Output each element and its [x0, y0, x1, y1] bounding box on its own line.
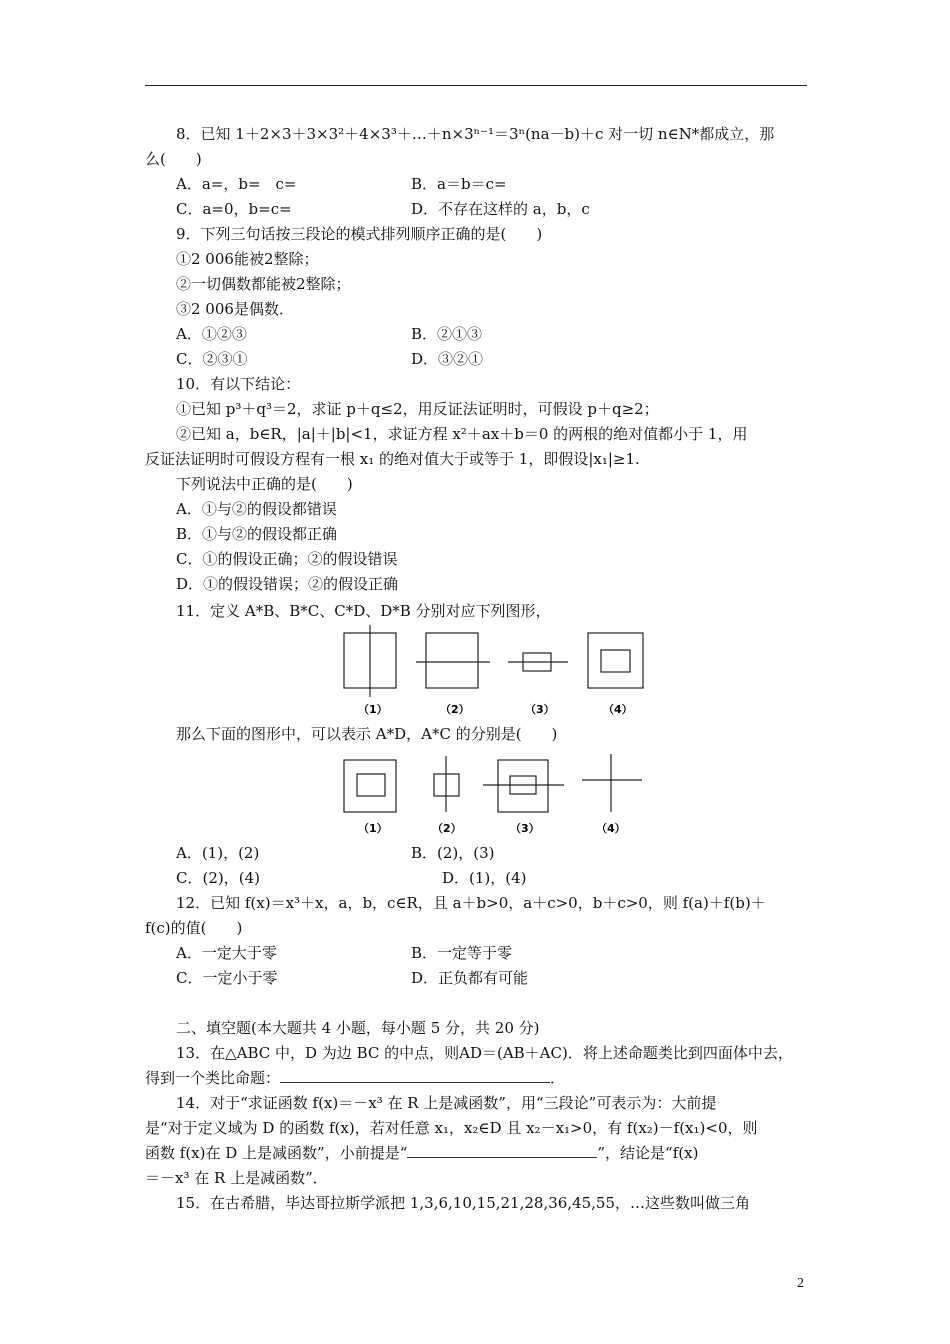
q11-option-b: B．(2)，(3)	[411, 844, 495, 862]
q11-def-figure-4	[588, 633, 643, 688]
q8-option-d: D．不存在这样的 a，b，c	[411, 200, 590, 218]
q10-option-d: D．①的假设错误；②的假设正确	[176, 575, 399, 593]
q11-def-figure-3	[508, 653, 568, 671]
page-number: 2	[797, 1276, 804, 1291]
q11-def-label-2: （2）	[440, 703, 470, 716]
q11-ask: 那么下面的图形中，可以表示 A*D，A*C 的分别是( )	[176, 725, 558, 743]
q8-option-c: C．a=0，b=c=	[176, 200, 292, 218]
q13-answer-blank[interactable]	[280, 1068, 550, 1083]
header-rule	[145, 85, 807, 86]
q10-statement-2b: 反证法证明时可假设方程有一根 x₁ 的绝对值大于或等于 1，即假设|x₁|≥1.	[145, 450, 640, 468]
q11-def-figure-2	[416, 633, 490, 688]
q10-option-b: B．①与②的假设都正确	[176, 525, 338, 543]
q8-option-b: B．a＝b＝c=	[411, 175, 507, 193]
q12-stem-line2: f(c)的值( )	[145, 919, 243, 937]
q10-ask: 下列说法中正确的是( )	[176, 475, 353, 493]
q13-line2-prefix: 得到一个类比命题：	[145, 1069, 281, 1087]
q14-line3	[145, 1143, 698, 1163]
q9-statement-3: ③2 006是偶数．	[176, 300, 294, 318]
q15-line1: 15．在古希腊，毕达哥拉斯学派把 1,3,6,10,15,21,28,36,45,55，…这些数叫做三角	[176, 1194, 751, 1212]
q8-stem-line2: 么( )	[145, 150, 202, 168]
q11-option-a: A．(1)，(2)	[176, 844, 260, 862]
q14-line3-suffix: ”，结论是“f(x)	[597, 1144, 699, 1162]
q10-option-a: A．①与②的假设都错误	[176, 500, 337, 518]
q9-statement-1: ①2 006能被2整除；	[176, 250, 319, 268]
q10-option-c: C．①的假设正确；②的假设错误	[176, 550, 398, 568]
q11-def-label-4: （4）	[603, 703, 633, 716]
q11-choice-figure-2	[434, 756, 459, 812]
q11-choice-label-3: （3）	[510, 822, 540, 835]
q8-option-a: A．a=，b= c=	[176, 175, 297, 193]
q11-def-figure-1	[344, 625, 396, 697]
q14-answer-blank[interactable]	[407, 1143, 597, 1158]
section-2-heading: 二、填空题(本大题共 4 小题，每小题 5 分，共 20 分)	[176, 1019, 540, 1037]
q13-line2-suffix: ．	[550, 1069, 566, 1087]
q8-stem-line1: 8．已知 1＋2×3＋3×3²＋4×3³＋…＋n×3ⁿ⁻¹＝3ⁿ(na－b)＋c 对一切 n∈N*都成立，那	[176, 125, 775, 143]
q13-line2	[145, 1068, 565, 1088]
q12-stem-line1: 12．已知 f(x)＝x³＋x，a，b，c∈R，且 a＋b>0，a＋c>0，b＋c>0，则 f(a)＋f(b)＋	[176, 894, 766, 912]
q11-def-label-1: （1）	[358, 703, 388, 716]
q9-option-d: D．③②①	[411, 350, 484, 368]
q10-statement-1: ①已知 p³＋q³＝2，求证 p＋q≤2，用反证法证明时，可假设 p＋q≥2；	[176, 400, 659, 418]
q9-option-a: A．①②③	[176, 325, 247, 343]
q10-stem: 10．有以下结论：	[176, 375, 301, 393]
q10-statement-2a: ②已知 a，b∈R，|a|＋|b|<1，求证方程 x²＋ax＋b＝0 的两根的绝对值都小于 1，用	[176, 425, 748, 443]
q11-choice-figure-4	[582, 754, 642, 812]
q11-definition-figures	[330, 625, 660, 720]
q11-choice-label-4: （4）	[596, 822, 626, 835]
q12-option-c: C．一定小于零	[176, 969, 278, 987]
q9-option-c: C．②③①	[176, 350, 248, 368]
q11-option-c: C．(2)，(4)	[176, 869, 260, 887]
q12-option-a: A．一定大于零	[176, 944, 277, 962]
q9-stem: 9．下列三句话按三段论的模式排列顺序正确的是( )	[176, 225, 543, 243]
q12-option-d: D．正负都有可能	[411, 969, 529, 987]
q11-stem: 11．定义 A*B、B*C、C*D、D*B 分别对应下列图形，	[176, 602, 551, 620]
q11-option-d: D．(1)，(4)	[442, 869, 527, 887]
q9-statement-2: ②一切偶数都能被2整除；	[176, 275, 351, 293]
q11-def-label-3: （3）	[525, 703, 555, 716]
q11-choice-label-2: （2）	[432, 822, 462, 835]
q13-line1: 13．在△ABC 中，D 为边 BC 的中点，则AD＝(AB＋AC)．将上述命题类比到四面体中去，	[176, 1044, 793, 1062]
q9-option-b: B．②①③	[411, 325, 483, 343]
q12-option-b: B．一定等于零	[411, 944, 513, 962]
q11-choice-figure-1	[344, 760, 396, 812]
q11-choice-figure-3	[483, 760, 564, 812]
q14-line3-prefix: 函数 f(x)在 D 上是减函数”，小前提是“	[145, 1144, 408, 1162]
q14-line4: ＝－x³ 在 R 上是减函数”．	[145, 1169, 328, 1187]
q11-choice-label-1: （1）	[358, 822, 388, 835]
q11-choice-figures	[330, 750, 660, 840]
q14-line2: 是“对于定义域为 D 的函数 f(x)，若对任意 x₁，x₂∈D 且 x₂－x₁>0，有 f(x₂)－f(x₁)<0，则	[145, 1119, 758, 1137]
q14-line1: 14．对于“求证函数 f(x)＝－x³ 在 R 上是减函数”，用“三段论”可表示为：大前提	[176, 1094, 717, 1112]
